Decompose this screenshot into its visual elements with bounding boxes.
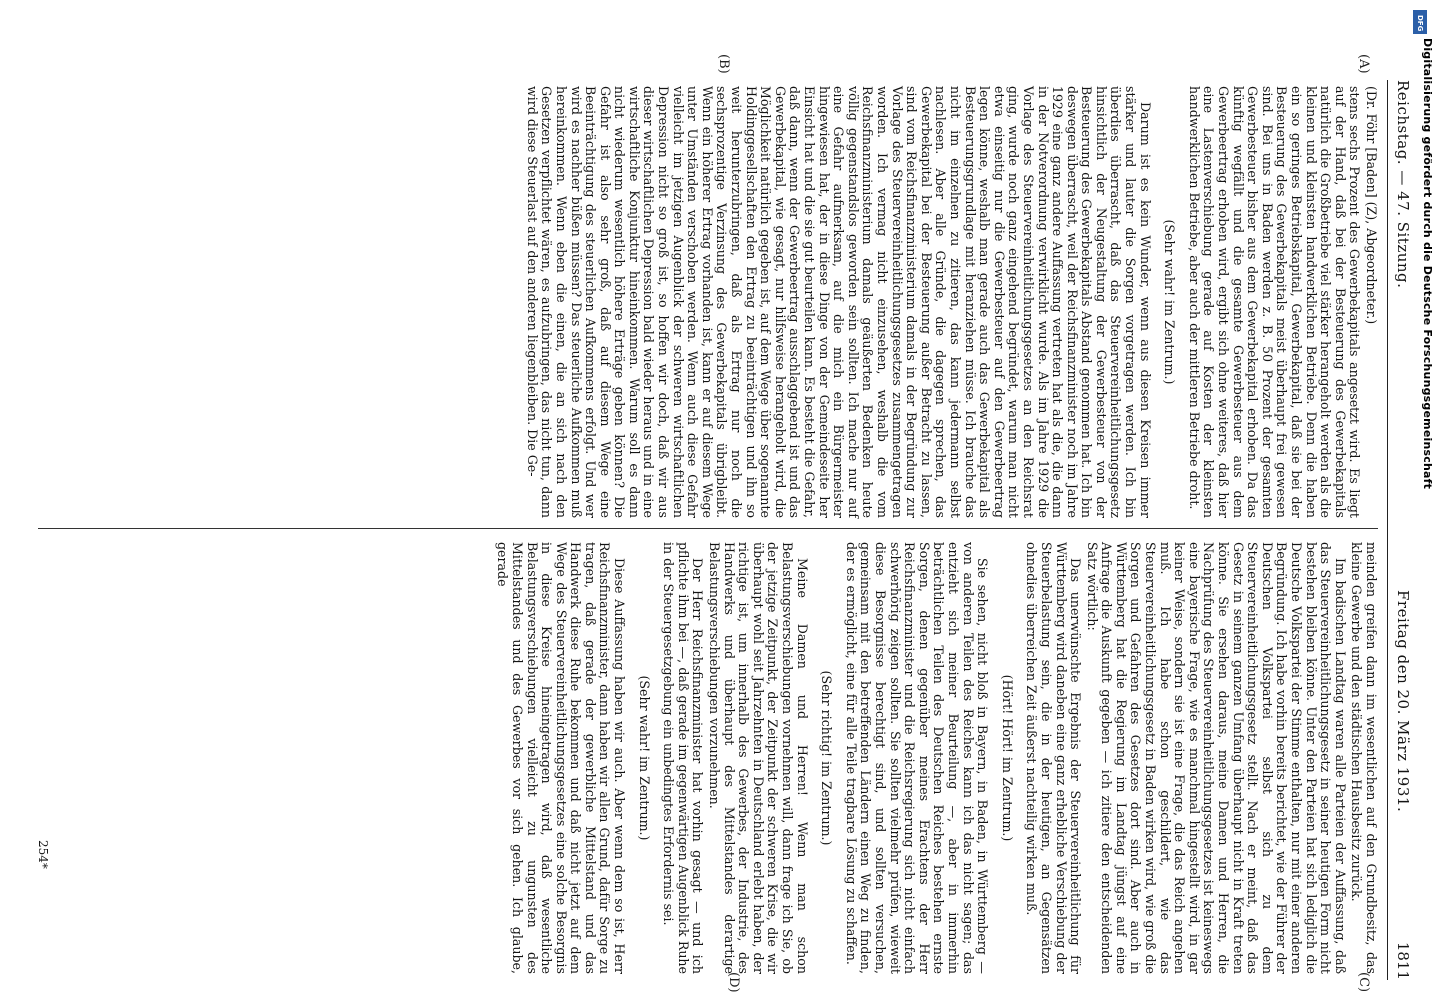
interjection: (Sehr richtig! im Zentrum.) <box>819 670 835 846</box>
paragraph: Im badischen Landtag waren alle Parteien der Auffassung, daß das Steuervereinheitlichungsgesetz in seiner heutigen Form nicht bestehen bleiben könne. Unter den Parteien hat sich lediglich die Deutsche Volkspartei der Stimme enthalten, nur mit einer anderen Begründung. Ich habe vorhin bereits berichtet, wie der Führer der Deutschen Volkspartei selbst sich zu dem Steuervereinheitlichungsgesetz stellt. Nach er meint, daß das Gesetz in seinem ganzen Umfang überhaupt nicht in Kraft treten könne. Sie ersehen daraus, meine Damen und Herren, die Nachprüfung des Steuervereinheitlichungsgesetzes ist keineswegs eine bayerische Frage, wie es manchmal hingestellt wird, in gar keiner Weise, sondern sie ist eine Frage, die das Reich angehen muß. Ich habe schon geschildert, wie das Steuervereinheitlichungsgesetz in Baden wirken wird, wie groß die Sorgen und Gefahren des Gesetzes dort sind. Aber auch in Württemberg hat die Regierung im Landtag jüngst auf eine Anfrage die Auskunft gegeben — ich zitiere den entscheidenden Satz wörtlich: <box>1084 542 1348 974</box>
paragraph: Diese Auffassung haben wir auch. Aber wenn dem so ist, Herr Reichsfinanzminister, dann haben wir allen Grund, dafür Sorge zu tragen, daß gerade der gewerbliche Mittelstand und das Handwerk diese Ruhe bekommen und daß nicht jetzt auf dem Wege des Steuervereinheitlichungsgesetzes eine solche Besorgnis in diese Kreise hineingetragen wird, daß wesentliche Belastungsverschiebungen vielleicht zu ungunsten des Mittelstandes und des Gewerbes vor sich gehen. Ich glaube, gerade <box>495 542 628 974</box>
header-page-number: 1811 <box>1394 941 1412 980</box>
interjection: (Hört! Hört! im Zentrum.) <box>999 674 1015 842</box>
margin-letter-b: (B) <box>716 54 731 74</box>
paragraph: Sie sehen, nicht bloß in Bayern, in Baden, in Württemberg — von anderen Teilen des Reiches kann ich das nicht sagen; das entzieht sich meiner Beurteilung —, aber in immerhin beträchtlichen Teilen des Deutschen Reiches bestehen ernste Sorgen, denen gegenüber meines Erachtens der Herr Reichsfinanzminister und die Reichsregierung sich nicht einfach schwerhörig zeigen sollten. Sie sollten vielmehr prüfen, wieweit diese Besorgnisse berechtigt sind, und sollten versuchen, gemeinsam mit den betreffenden Ländern einen Weg zu finden, der es ermöglicht, eine für alle Teile tragbare Lösung zu schaffen. <box>843 542 991 974</box>
page-signature-mark: 254* <box>36 840 50 869</box>
column-divider <box>38 528 1378 529</box>
margin-letter-d: (D) <box>726 972 741 993</box>
speaker-line: (Dr. Föhr [Baden] (Z), Abgeordneter.) <box>1364 86 1379 325</box>
paragraph: meinden greifen dann im wesentlichen auf den Grundbesitz, das kleine Gewerbe und den städtischen Hausbesitz zurück. <box>1349 542 1379 974</box>
paragraph: stens sechs Prozent des Gewerbekapitals angesetzt wird. Es liegt auf der Hand, daß bei der Besteuerung des Gewerbekapitals natürlich die Großbetriebe viel stärker herangeholt werden als die kleinen und kleinsten handwerklichen Betriebe. Denn die haben ein so geringes Betriebskapital, Gewerbekapital, daß sie bei der Besteuerung des Gewerbekapitals meist überhaupt frei gewesen sind. Bei uns in Baden werden z. B. 50 Prozent der gesamten Gewerbesteuer bisher aus dem Gewerbekapital erhoben. Da das künftig wegfällt und die gesamte Gewerbesteuer aus dem Gewerbeertrag erhoben wird, ergibt sich ohne weiteres, daß hier eine Lastenverschiebung gerade auf Kosten der kleinsten handwerklichen Betriebe, aber auch der mittleren Betriebe droht. <box>1186 86 1363 518</box>
quotation: Das unerwünschte Ergebnis der Steuervereinheitlichung für Württemberg wird daneben eine ganz erhebliche Verschiebung der Steuerbelastung sein, die in der heutigen, an Gegensätzen ohnedies überreichen Zeit äußerst nachteilig wirken muß. <box>1024 542 1084 974</box>
paragraph: Meine Damen und Herren! Wenn man schon Belastungsverschiebungen vornehmen will, dann frage ich Sie, ob der jetzige Zeitpunkt, der Zeitpunkt der schweren Krise, die wir überhaupt wohl seit Jahrzehnten in Deutschland erlebt haben, der richtige ist, um innerhalb des Gewerbes, der Industrie, des Handwerks und überhaupt des Mittelstandes derartige Belastungsverschiebungen vorzunehmen. <box>707 542 810 974</box>
document-page <box>25 54 1412 993</box>
paragraph: Der Herr Reichsfinanzminister hat vorhin gesagt — und ich pflichte ihm bei —, daß gerade im gegenwärtigen Augenblick Ruhe in der Steuergesetzgebung ein unbedingtes Erfordernis sei. <box>661 542 706 974</box>
margin-letter-c: (C) <box>1356 972 1371 993</box>
digitization-credit-strip <box>1410 8 1434 993</box>
left-column <box>522 86 1378 518</box>
header-rule <box>1387 80 1388 980</box>
right-column <box>493 542 1378 974</box>
margin-letter-a: (A) <box>1356 54 1371 74</box>
digitization-credit-text: Digitalisierung gefördert durch die Deutsche Forschungsgemeinschaft <box>1421 38 1434 490</box>
dfg-logo <box>1413 10 1427 34</box>
header-session: Reichstag. — 47. Sitzung. <box>1394 80 1412 289</box>
header-date: Freitag den 20. März 1931. <box>1394 590 1412 813</box>
interjection: (Sehr wahr! im Zentrum.) <box>1162 219 1178 385</box>
paragraph: Darum ist es kein Wunder, wenn aus diesen Kreisen immer stärker und lauter die Sorgen vorgetragen werden. Ich bin überdies überrascht, daß das Steuervereinheitlichungsgesetz hinsichtlich der Neugestaltung der Gewerbesteuer von der Besteuerung des Gewerbekapitals Abstand genommen hat. Ich bin deswegen überrascht, weil der Reichsfinanzminister noch im Jahre 1929 eine ganz andere Auffassung vertreten hat als die, die dann in der Notverordnung verwirklicht wurde. Als im Jahre 1929 die Vorlage des Steuervereinheitlichungsgesetzes an den Reichsrat ging, wurde noch ganz eingehend begründet, warum man nicht etwa einseitig nur die Gewerbesteuer auf den Gewerbeertrag legen könne, weshalb man gerade auch das Gewerbekapital als Besteuerungsgrundlage mit heranziehen müsse. Ich brauche das nicht im einzelnen zu zitieren, das kann jedermann selbst nachlesen. Aber alle Gründe, die dagegen sprechen, das Gewerbekapital bei der Besteuerung außer Betracht zu lassen, sind vom Reichsfinanzministerium damals in der Begründung zur Vorlage des Steuervereinheitlichungsgesetzes zusammengetragen worden. Ich vermag nicht einzusehen, weshalb die vom Reichsfinanzministerium damals geäußerten Bedenken heute völlig gegenstandslos geworden sein sollten. Ich mache nur auf eine Gefahr aufmerksam, auf die mich ein Bürgermeister hingewiesen hat, der in diese Dinge von der Gemeindeseite her Einsicht hat und die sie gut beurteilen kann. Es besteht die Gefahr, daß dann, wenn der Gewerbeertrag ausschlaggebend ist und das Gewerbekapital, wie gesagt, nur hilfsweise herangeholt wird, die Möglichkeit natürlich gegeben ist, auf dem Wege über sogenannte Holdinggesellschaften den Ertrag zu beeinträchtigen und ihn so weit herunterzubringen, daß als Ertrag nur noch die sechsprozentige Verzinsung des Gewerbekapitals übrigbleibt. Wenn ein höherer Ertrag vorhanden ist, kann er auf diesem Wege unter Umständen verschoben werden. Wenn auch diese Gefahr vielleicht im jetzigen Augenblick der schweren wirtschaftlichen Depression nicht so groß ist, so hoffen wir doch, daß wir aus dieser wirtschaftlichen Depression bald wieder heraus und in eine wirtschaftliche Konjunktur hineinkommen. Warum soll es dann nicht wiederum wesentlich höhere Erträge geben können? Die Gefahr ist also sehr groß, daß auf diesem Wege eine Beeinträchtigung des steuerlichen Aufkommens erfolgt. Und wer wird es nachher büßen müssen? Das steuerliche Aufkommen muß hereinkommen. Wenn eben die einen, die an sich nach den Gesetzen verpflichtet wären, es aufzubringen, das nicht tun, dann wird diese Steuerlast auf den anderen liegenbleiben. Die Ge- <box>524 86 1153 518</box>
dfg-logo-text: DFG <box>1416 15 1424 32</box>
interjection: (Sehr wahr! im Zentrum.) <box>636 675 652 841</box>
